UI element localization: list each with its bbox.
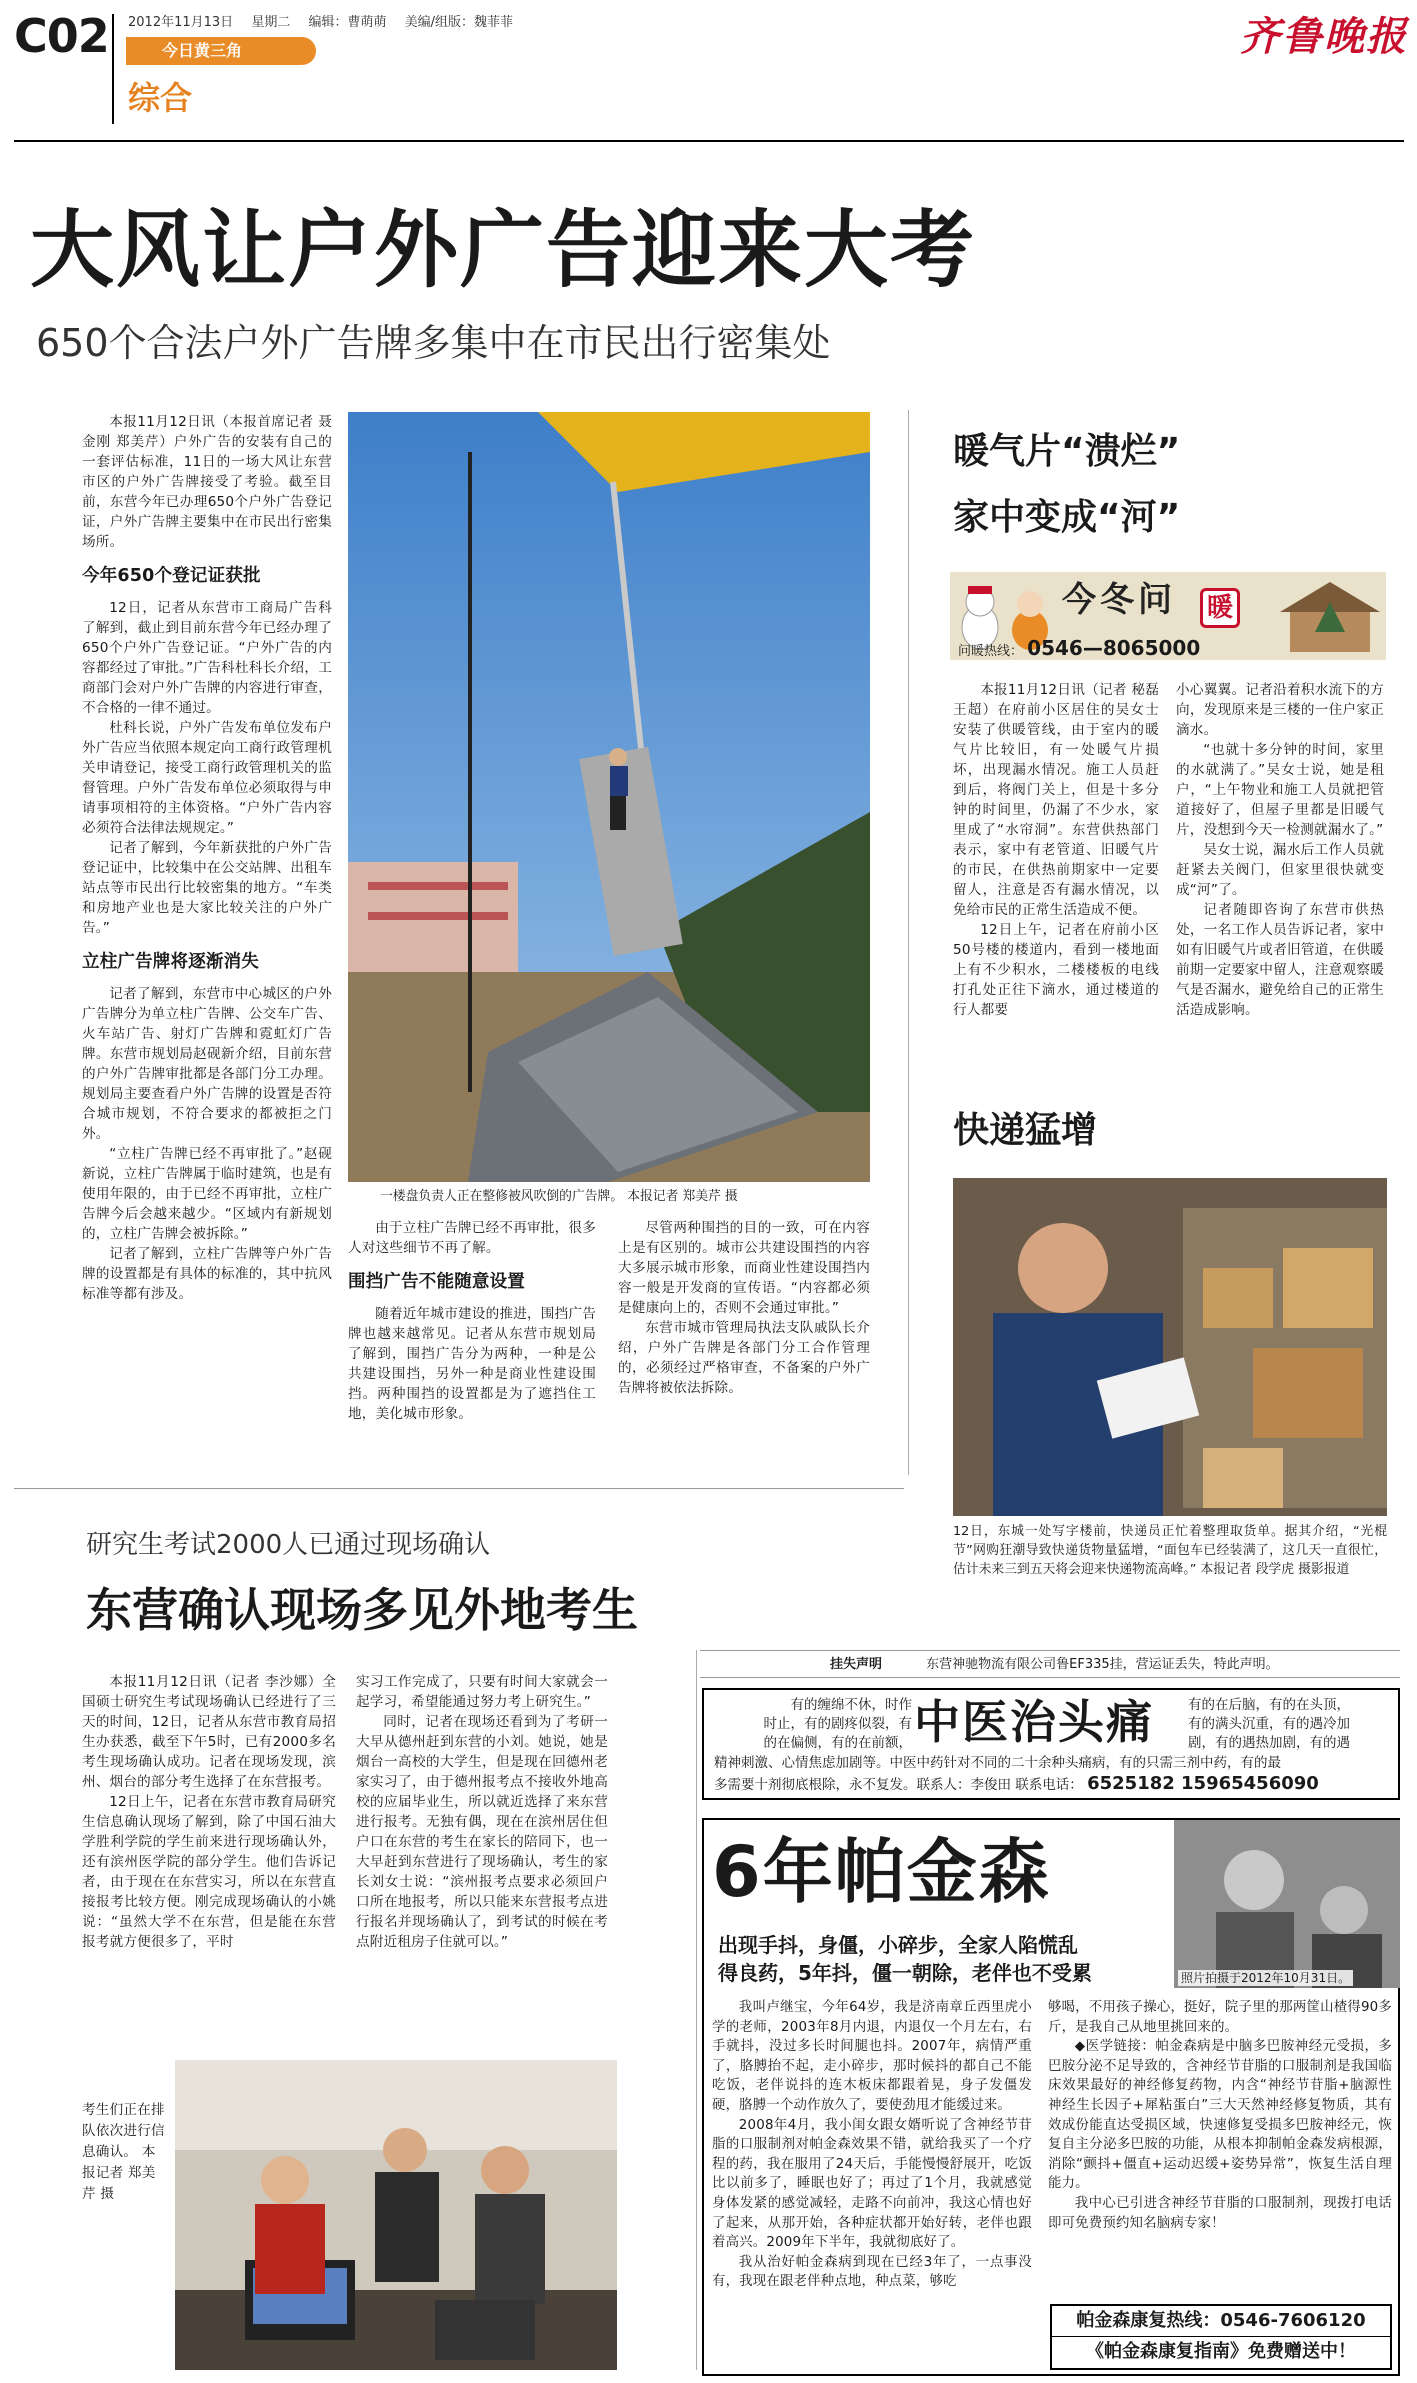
exam-para: 同时，记者在现场还看到为了考研一大早从德州赶到东营的小刘。她说，她是烟台一高校的大学生，但是现在回德州老家实习了，由于德州报考点不接收外地高校的应届毕业生，所以就近选择了来东营进行报考。无独有偶，现在在滨州居住但户口在东营的考生在家长的陪同下，也一大早赶到东营进行了现场确认，考生的家长刘女士说：“滨州报考点要求必须回户口所在地报考，所以只能来东营报考点进行报名并现场确认了，到考试的时候在考点附近租房子住就可以。” <box>356 1714 608 1950</box>
tcm-right-text <box>1188 1696 1398 1753</box>
header-vline <box>112 14 114 124</box>
section-title: 综合 <box>128 79 193 117</box>
lead-para: 杜科长说，户外广告发布单位发布户外广告应当依照本规定向工商行政管理机关申请登记，接受工商行政管理机关的监督管理。户外广告发布单位必须取得与申请事项相符的主体资格。“户外广告内容必须符合法律法规规定。” <box>82 720 332 836</box>
tcm-line: 剧，有的遇热加剧，有的遇 <box>1188 1735 1350 1751</box>
tcm-left-text <box>746 1696 912 1753</box>
heating-para: 12日上午，记者在府前小区50号楼的楼道内，看到一楼地面上有不少积水，二楼楼板的电线打孔处正往下滴水，通过楼道的行人都要 <box>953 922 1159 1018</box>
exam-column-1 <box>82 1672 336 1952</box>
heating-para: 小心翼翼。记者沿着积水流下的方向，发现原来是三楼的一住户家正滴水。 <box>1176 682 1384 738</box>
lead-headline: 大风让户外广告迎来大考 <box>30 201 977 299</box>
exam-kicker: 研究生考试2000人已通过现场确认 <box>86 1530 491 1560</box>
tcm-line: 有的满头沉重，有的遇冷加 <box>1188 1716 1350 1732</box>
lead-subhead-3: 围挡广告不能随意设置 <box>348 1272 525 1292</box>
exam-photo-caption: 考生们正在排队依次进行信息确认。 本报记者 郑美芹 摄 <box>82 2102 165 2202</box>
header-editor: 编辑：曹萌萌 <box>308 15 387 30</box>
lead-para: 尽管两种围挡的目的一致，可在内容上是有区别的。城市公共建设围挡的内容大多展示城市形象，而商业性建设围挡内容一般是开发商的宣传语。“内容都必须是健康向上的，否则不会通过审批。” <box>618 1220 870 1316</box>
lead-para: 12日，记者从东营市工商局广告科了解到，截止到目前东营今年已经办理了650个户外广告登记证。“户外广告的内容都经过了审批。”广告科杜科长介绍，工商部门会对户外广告牌的内容进行审查，不合格的一律不通过。 <box>82 600 332 716</box>
masthead-logo: 齐鲁晚报 <box>1240 13 1408 60</box>
banner-warm-badge: 暖 <box>1200 588 1240 628</box>
heating-para: 吴女士说，漏水后工作人员就赶紧去关阀门，但家里很快就变成“河”了。 <box>1176 842 1384 898</box>
tcm-contact: 多需要十剂彻底根除，永不复发。联系人：李俊田 联系电话： <box>714 1777 1083 1793</box>
pd-para: 我叫卢继宝，今年64岁，我是济南章丘西里虎小学的老师，2003年8月内退，内退仅一个月左右，右手就抖，没过多长时间腿也抖。2007年，病情严重了，胳膊抬不起，走小碎步，那时候抖的都自己不能吃饭，老伴说抖的连木板床都跟着晃，身子发僵发硬，胳膊一个动作放久了，要使劲甩才能缓过来。 <box>712 2000 1032 2113</box>
exam-column-2 <box>356 1672 608 1952</box>
lead-para: 随着近年城市建设的推进，围挡广告牌也越来越常见。记者从东营市规划局了解到，围挡广告分为两种，一种是公共建设围挡，另外一种是商业性建设围挡。两种围挡的设置都是为了遮挡住工地，美化城市形象。 <box>348 1306 596 1422</box>
lost-notice-label: 挂失声明 <box>830 1657 883 1672</box>
lost-notice-text: 东营神驰物流有限公司鲁EF335挂，营运证丢失，特此声明。 <box>926 1657 1279 1672</box>
heating-column-1 <box>953 680 1159 1020</box>
heating-para: “也就十多分钟的时间，家里的水就满了。”吴女士说，她是租户，“上午物业和施工人员就把管道接好了，但屋子里都是旧暖气片，没想到今天一检测就漏水了。” <box>1176 742 1384 838</box>
pd-photo-caption: 照片拍摄于2012年10月31日。 <box>1178 1970 1353 1986</box>
page-number: C02 <box>14 9 109 63</box>
tcm-line-4: 精神刺激、心情焦虑加剧等。中医中药针对不同的二十余种头痛病，有的只需三剂中药，有的最 <box>714 1755 1281 1771</box>
lead-intro: 本报11月12日讯（本报首席记者 聂金刚 郑美芹）户外广告的安装有自己的一套评估标准，11日的一场大风让东营市区的户外广告牌接受了考验。截至目前，东营今年已办理650个户外广告登记证，户外广告牌主要集中在市民出行密集场所。 <box>82 414 332 550</box>
header-designer: 美编/组版：魏菲菲 <box>404 15 514 30</box>
pd-hotline: 帕金森康复热线：0546-7606120 <box>1052 2306 1390 2337</box>
tcm-contact-row <box>714 1774 1319 1795</box>
lead-column-1 <box>82 412 332 1304</box>
tcm-phones: 6525182 15965456090 <box>1087 1773 1319 1794</box>
elderly-couple-illustration <box>1174 1820 1400 1988</box>
pd-photo <box>1174 1820 1400 1988</box>
section-rule <box>14 1488 904 1489</box>
pd-para: 我中心已引进含神经节苷脂的口服制剂，现拨打电话即可免费预约知名脑病专家！ <box>1048 2195 1392 2231</box>
heating-column-2 <box>1176 680 1384 1020</box>
header-rule <box>14 140 1404 142</box>
tcm-line: 时止，有的剧疼似裂，有 <box>763 1716 912 1732</box>
lead-subheadline: 650个合法户外广告牌多集中在市民出行密集处 <box>36 321 831 365</box>
pd-column-1 <box>712 1998 1032 2292</box>
exam-para: 本报11月12日讯（记者 李沙娜）全国硕士研究生考试现场确认已经进行了三天的时间，12日，记者从东营市教育局招生办获悉，截至下午5时，已有2000多名考生现场确认成功。记者在现场发现，滨州、烟台的部分考生选择了在东营报考。 <box>82 1674 336 1790</box>
lead-photo-caption: 一楼盘负责人正在整修被风吹倒的广告牌。 本报记者 郑美芹 摄 <box>380 1189 738 1204</box>
exam-para: 实习工作完成了，只要有时间大家就会一起学习，希望能通过努力考上研究生。” <box>356 1674 608 1710</box>
pd-subtitle-2: 得良药，5年抖，僵一朝除，老伴也不受累 <box>718 1961 1092 1985</box>
tcm-title: 中医治头痛 <box>914 1695 1154 1749</box>
banner-title: 今冬问 <box>1062 580 1176 620</box>
section-tag <box>126 37 316 65</box>
exam-headline: 东营确认现场多见外地考生 <box>86 1583 638 1637</box>
pd-title: 6年帕金森 <box>712 1831 1051 1913</box>
lost-notice <box>700 1650 1400 1678</box>
lead-column-3 <box>618 1218 870 1398</box>
lead-para: 记者了解到，今年新获批的户外广告登记证中，比较集中在公交站牌、出租车站点等市民出行比较密集的地方。“车类和房地产业也是大家比较关注的户外广告。” <box>82 840 332 936</box>
tcm-line: 的在偏侧，有的在前额， <box>763 1735 912 1751</box>
hotline-label: 问暖热线： <box>958 644 1024 659</box>
winter-banner <box>950 572 1386 660</box>
lead-column-2 <box>348 1218 596 1424</box>
lead-para: “立柱广告牌已经不再审批了。”赵砚新说，立柱广告牌属于临时建筑，也是有使用年限的，由于已经不再审批，立柱广告牌今后会越来越少。“区域内有新规划的，立柱广告牌会被拆除。” <box>82 1146 332 1242</box>
lead-subhead-1: 今年650个登记证获批 <box>82 566 261 586</box>
pd-subtitle-1: 出现手抖，身僵，小碎步，全家人陷慌乱 <box>718 1933 1078 1957</box>
heating-headline-2: 家中变成“河” <box>953 497 1181 538</box>
courier-illustration <box>953 1178 1387 1516</box>
lead-para: 东营市城市管理局执法支队戚队长介绍，户外广告牌是各部门分工合作管理的，必须经过严格审查，不备案的户外广告牌将被依法拆除。 <box>618 1320 870 1396</box>
pd-para: 够喝，不用孩子操心，挺好，院子里的那两筐山楂得90多斤，是我自己从地里挑回来的。 <box>1048 2000 1392 2035</box>
column-divider <box>908 410 909 1475</box>
exam-photo <box>175 2060 617 2370</box>
lead-para: 记者了解到，立柱广告牌等户外广告牌的设置都是有具体的标准的，其中抗风标准等都有涉及。 <box>82 1246 332 1302</box>
pd-hotline-box <box>1050 2304 1392 2370</box>
registration-scene-illustration <box>175 2060 617 2370</box>
express-caption: 12日，东城一处写字楼前，快递员正忙着整理取货单。据其介绍，“光棍节”网购狂潮导致快递货物量猛增，“面包车已经装满了，这几天一直很忙，估计未来三到五天将会迎来快递物流高峰。” 本报记者 段学虎 摄影报道 <box>953 1524 1387 1577</box>
header-meta <box>128 14 513 32</box>
pd-para: ◆医学链接：帕金森病是中脑多巴胺神经元受损，多巴胺分泌不足导致的，含神经节苷脂的口服制剂是我国临床效果最好的神经修复药物，内含“神经节苷脂+脑源性神经生长因子+犀粘蛋白”三大天然神经修复物质，其有效成份能直达受损区域，快速修复受损多巴胺神经元，恢复自主分泌多巴胺的功能，从根本抑制帕金森发病根源，消除“颤抖+僵直+运动迟缓+姿势异常”，恢复生活自理能力。 <box>1048 2039 1392 2192</box>
heating-headline-1: 暖气片“溃烂” <box>953 431 1181 472</box>
tcm-ad <box>702 1688 1400 1800</box>
pd-para: 我从治好帕金森病到现在已经3年了，一点事没有，我现在跟老伴种点地，种点菜，够吃 <box>712 2254 1032 2290</box>
lead-photo <box>348 412 870 1182</box>
pd-guide: 《帕金森康复指南》免费赠送中！ <box>1086 2341 1356 2362</box>
tcm-line: 有的在后脑，有的在头顶， <box>1188 1697 1350 1713</box>
pd-para: 2008年4月，我小闺女跟女婿听说了含神经节苷脂的口服制剂对帕金森效果不错，就给我买了一个疗程的药，我在服用了24天后，手能慢慢舒展开，吃饭比以前多了，睡眠也好了；再过了1个月，我就感觉身体发紧的感觉减轻，走路不向前冲，我这心情也好了起来，从那开始，各种症状都开始好转，老伴也跟着高兴。2009年下半年，我就彻底好了。 <box>712 2117 1032 2251</box>
express-photo <box>953 1178 1387 1516</box>
tcm-line: 有的缠绵不休，时作 <box>790 1697 912 1713</box>
pd-column-2 <box>1048 1998 1392 2233</box>
section-tag-label: 今日黄三角 <box>162 41 243 60</box>
express-headline: 快递猛增 <box>953 1110 1098 1151</box>
billboard-repair-illustration <box>348 412 870 1182</box>
header-weekday: 星期二 <box>251 15 291 30</box>
lead-para: 由于立柱广告牌已经不再审批，很多人对这些细节不再了解。 <box>348 1220 596 1256</box>
heating-para: 本报11月12日讯（记者 秘磊 王超）在府前小区居住的吴女士安装了供暖管线，由于室内的暖气片比较旧，有一处暖气片损坏，出现漏水情况。施工人员赶到后，将阀门关上，但是十多分钟的时间里，仍漏了不少水，家里成了“水帘洞”。东营供热部门表示，家中有老管道、旧暖气片的市民，在供热前期家中一定要留人，注意是否有漏水情况，以免给市民的正常生活造成不便。 <box>953 682 1159 918</box>
parkinson-ad <box>702 1818 1400 2376</box>
lead-subhead-2: 立柱广告牌将逐渐消失 <box>82 952 259 972</box>
column-divider <box>696 1650 697 2370</box>
heating-para: 记者随即咨询了东营市供热处，一名工作人员告诉记者，家中如有旧暖气片或者旧管道，在供暖前期一定要家中留人，注意观察暖气是否漏水，避免给自己的正常生活造成影响。 <box>1176 902 1384 1018</box>
header-date: 2012年11月13日 <box>128 15 234 30</box>
hotline-number: 0546—8065000 <box>1027 636 1201 660</box>
hotline-row <box>950 636 1201 660</box>
lead-para: 记者了解到，东营市中心城区的户外广告牌分为单立柱广告牌、公交车广告、火车站广告、射灯广告牌和霓虹灯广告牌。东营市规划局赵砚新介绍，目前东营的户外广告牌审批都是各部门分工办理。规划局主要查看户外广告牌的设置是否符合城市规划，不符合要求的都被拒之门外。 <box>82 986 332 1142</box>
exam-para: 12日上午，记者在东营市教育局研究生信息确认现场了解到，除了中国石油大学胜利学院的学生前来进行现场确认外，还有滨州医学院的部分学生。他们告诉记者，由于现在在东营实习，所以在东营直接报考比较方便。刚完成现场确认的小姚说：“虽然大学不在东营，但是能在东营报考就方便很多了，平时 <box>82 1794 336 1950</box>
